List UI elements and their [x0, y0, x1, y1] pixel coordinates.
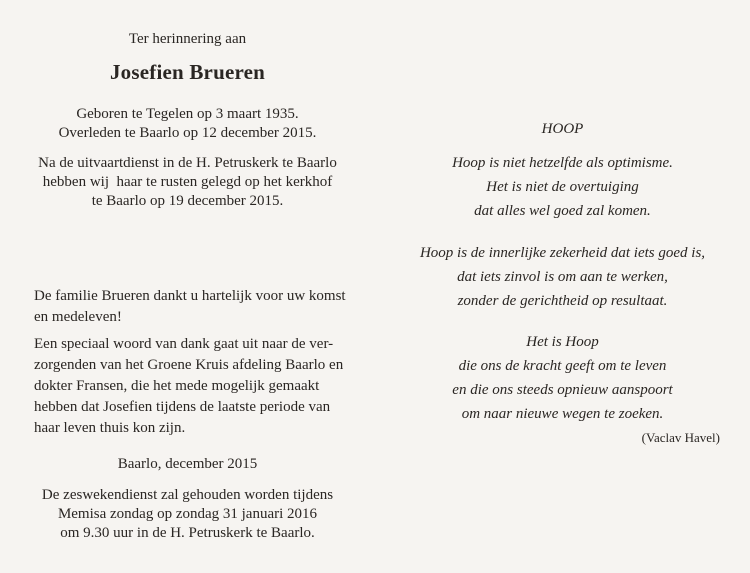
special-thanks-line: hebben dat Josefien tijdens de laatste periode van [34, 399, 331, 415]
funeral-block [0, 154, 375, 211]
mass-line: De zeswekendienst zal gehouden worden tijdens [41, 487, 334, 503]
special-thanks-line: haar leven thuis kon zijn. [34, 420, 186, 436]
mass-line: om 9.30 uur in de H. Petruskerk te Baarlo. [60, 525, 315, 541]
poem-line: die ons de kracht geeft om te leven [458, 358, 667, 374]
funeral-line: Na de uitvaartdienst in de H. Petruskerk te Baarlo [38, 155, 337, 171]
poem-line: en die ons steeds opnieuw aanspoort [452, 382, 673, 398]
special-thanks-line: zorgenden van het Groene Kruis afdeling Baarlo en [34, 357, 344, 373]
funeral-line: hebben wij haar te rusten gelegd op het kerkhof [42, 174, 333, 190]
poem-title: HOOP [541, 121, 584, 137]
thanks-line: De familie Brueren dankt u hartelijk voor uw komst [34, 288, 346, 304]
poem-line: zonder de gerichtheid op resultaat. [457, 293, 668, 309]
memorial-mass-block [0, 486, 375, 543]
in-memory-heading: Ter herinnering aan [128, 31, 247, 47]
mass-line: Memisa zondag op zondag 31 januari 2016 [57, 506, 318, 522]
birth-death-block [0, 105, 375, 143]
thanks-line: en medeleven! [34, 309, 122, 325]
poem-line: Het is niet de overtuiging [486, 179, 639, 195]
poem-line: dat iets zinvol is om aan te werken, [457, 269, 668, 285]
poem-stanza [375, 151, 750, 223]
place-date: Baarlo, december 2015 [117, 456, 258, 472]
poem-line: Hoop is de innerlijke zekerheid dat iets goed is, [419, 245, 706, 261]
birth-line: Geboren te Tegelen op 3 maart 1935. [76, 106, 299, 122]
poem-line: Hoop is niet hetzelfde als optimisme. [452, 155, 673, 171]
poem-author: (Vaclav Havel) [641, 430, 720, 445]
special-thanks-line: Een speciaal woord van dank gaat uit naar de ver- [34, 336, 334, 352]
poem-line: om naar nieuwe wegen te zoeken. [461, 406, 664, 422]
special-thanks-paragraph [34, 334, 354, 439]
poem-stanza [375, 241, 750, 313]
special-thanks-line: dokter Fransen, die het mede mogelijk gemaakt [34, 378, 320, 394]
funeral-line: te Baarlo op 19 december 2015. [91, 193, 284, 209]
death-line: Overleden te Baarlo op 12 december 2015. [58, 125, 317, 141]
thanks-paragraph [34, 286, 354, 328]
poem-line: dat alles wel goed zal komen. [474, 203, 651, 219]
poem-line: Het is Hoop [526, 334, 599, 350]
right-panel [375, 0, 750, 573]
deceased-name: Josefien Brueren [109, 60, 266, 84]
poem-stanza [375, 330, 750, 426]
